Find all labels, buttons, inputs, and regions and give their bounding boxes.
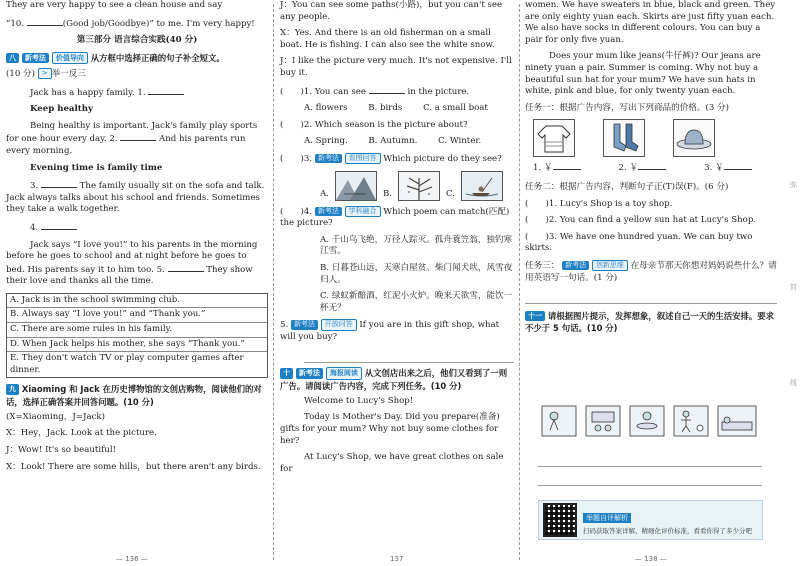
option-e: E. They don't watch TV or play computer games after dinner.: [10, 353, 244, 375]
tf-item[interactable]: ( )2. You can find a yellow sun hat at Lucy's Shop.: [525, 215, 757, 226]
poem-option-b[interactable]: B. 日暮苍山远，天寒白屋贫。柴门闻犬吠，风雪夜归人。: [320, 262, 513, 285]
qr-code-icon[interactable]: [543, 503, 577, 537]
poem-option-a[interactable]: A. 千山鸟飞绝，万径人踪灭。孤舟蓑笠翁，独钓寒江雪。: [320, 234, 513, 257]
part-title: 第三部分 语言综合实践(40 分): [76, 35, 198, 46]
open-question-badge: 开放问答: [321, 319, 357, 330]
picture-c[interactable]: [461, 171, 503, 201]
section-number: 八: [6, 53, 19, 63]
daily-routine-illustrations: [540, 400, 760, 440]
task-2: 任务二：根据广告内容，判断句子正(T)误(F)。(6 分): [525, 181, 729, 192]
dialogue-line: J：Wow! It's so beautiful!: [6, 445, 117, 455]
option-label: A.: [320, 188, 329, 199]
passage-line: 3. The family usually sit on the sofa and talk. Jack always talks about his school and friends. Sometimes they take a walk together.: [6, 181, 265, 215]
question-5: 5. 新考法 开放问答 If you are in this gift shop, what will you buy?: [280, 320, 500, 342]
answer-blank[interactable]: [27, 17, 63, 26]
question-2-options: [304, 136, 514, 148]
price-blanks: [533, 161, 777, 180]
new-method-badge: 新考法: [315, 207, 342, 216]
price-label-2: 2. ￥: [619, 161, 667, 175]
writing-line[interactable]: [538, 452, 762, 467]
ad-paragraph: Does your mum like jeans(牛仔裤)? Our jeans are ninety yuan a pair. Summer is coming. Why not buy a beautiful sun hat for your mum? We have sun hats in white, pink and blue, for only twenty yuan each.: [525, 51, 761, 97]
question-1-options: [304, 103, 514, 115]
answer-blank-5[interactable]: [168, 263, 204, 272]
option[interactable]: B. Autumn.: [368, 136, 418, 147]
picture-badge: 看图回答: [345, 153, 381, 164]
price-blank[interactable]: [553, 161, 581, 170]
dialogue-line: J：You can see some paths(小路)，but you can't see any people.: [280, 0, 503, 22]
column-divider: [519, 4, 520, 560]
option-c: C. There are some rules in his family.: [7, 323, 267, 338]
price-label-3: 3. ￥: [704, 161, 752, 175]
section-9-heading: 九 Xiaoming 和 Jack 在历史博物馆的文创店购物，阅读他们的对话，选择正确答案并回答问题。(10 分): [6, 384, 262, 407]
poem-option-c[interactable]: C. 绿蚁新醅酒，红泥小火炉。晚来天欲雪，能饮一杯无？: [320, 291, 513, 313]
option-b: B. Always say “I love you!” and “Thank you.”: [7, 308, 267, 323]
sweater-image: [533, 119, 575, 157]
qr-subtitle: 扫码获取答案详解、精细化评价标准，看看你得了多少分吧: [583, 527, 752, 535]
tag-badge: >: [38, 68, 52, 79]
section-10-heading: 十 新考法 海报阅读 从文创店出来之后，他们又看到了一则广告。请阅读广告内容，完成下列任务。(10 分): [280, 368, 508, 391]
answer-line[interactable]: [304, 348, 514, 363]
page-136: [6, 0, 268, 566]
price-label-1: 1. ￥: [533, 161, 581, 175]
seal-line-mark: 封: [790, 283, 797, 291]
option[interactable]: A. flowers: [304, 103, 348, 114]
option[interactable]: C. a small boat: [423, 103, 488, 114]
answer-blank-3[interactable]: [41, 179, 77, 188]
passage-line: Jack has a happy family. 1.: [6, 86, 268, 100]
picture-options: [320, 171, 514, 201]
new-method-badge: 新考法: [22, 53, 49, 63]
answer-blank[interactable]: [369, 85, 405, 94]
qr-text: [583, 505, 752, 535]
socks-image: [603, 119, 645, 157]
dialogue-line: X：Look! There are some hills，but there aren't any birds.: [6, 461, 261, 472]
cross-subject-badge: 学科融合: [345, 206, 381, 217]
tf-item[interactable]: ( )3. We have one hundred yuan. We can buy two skirts.: [525, 231, 753, 254]
new-method-badge: 新考法: [315, 154, 342, 163]
column-divider: [273, 4, 274, 560]
dialogue-key: (X=Xiaoming，J=Jack): [6, 411, 105, 422]
sports-scene: [674, 406, 708, 436]
option-label: C.: [446, 188, 456, 199]
question-1: ( )1. You can see in the picture.: [280, 86, 470, 97]
creative-badge: 创新思维: [592, 260, 628, 271]
answer-blank-1[interactable]: [148, 86, 184, 95]
option-label: B.: [382, 188, 393, 199]
score-line: (10 分) > 举一反三: [6, 68, 86, 79]
option-a: A. Jack is in the school swimming club.: [7, 294, 267, 309]
poster-badge: 海报阅读: [326, 367, 362, 379]
page-number: — 136 —: [116, 554, 148, 563]
tf-item[interactable]: ( )1. Lucy's Shop is a toy shop.: [525, 198, 673, 209]
new-method-badge: 新考法: [562, 261, 589, 270]
task-1: 任务一：根据广告内容，写出下列商品的价格。(3 分): [525, 102, 729, 113]
school-scene: [586, 406, 620, 436]
question-3: ( )3. 新考法 看图回答 Which picture do they see?: [280, 153, 502, 164]
option[interactable]: A. Spring.: [304, 136, 348, 147]
option-d: D. When Jack helps his mother, she says “Thank you.”: [7, 338, 267, 353]
page-137: [280, 0, 514, 566]
option[interactable]: C. Winter.: [438, 136, 482, 147]
fisherman-image: [462, 172, 502, 200]
bedtime-scene: [718, 406, 756, 436]
new-method-badge: 新考法: [296, 368, 323, 378]
dialogue-line: X：Hey，Jack. Look at the picture.: [6, 428, 157, 439]
text-line: “10. (Good job/Goodbye)” to me. I'm very happy!: [6, 18, 255, 29]
product-images: [533, 119, 777, 157]
question-2: ( )2. Which season is the picture about?: [280, 119, 468, 130]
text-line: They are very happy to see a clean house and say: [6, 0, 223, 10]
value-orientation-badge: 价值导向: [52, 52, 88, 64]
option[interactable]: B. birds: [368, 103, 403, 114]
passage-line: Being healthy is important. Jack's family play sports for one hour every day. 2. And his parents run every morning.: [6, 120, 258, 156]
answer-line[interactable]: [525, 289, 777, 304]
new-method-badge: 新考法: [291, 320, 318, 329]
section-11-heading: 十一 请根据图片提示，发挥想象，叙述自己一天的生活安排。要求不少于 5 句话。(10 分): [525, 311, 775, 334]
landscape-image: [336, 172, 376, 200]
ad-paragraph: Today is Mother's Day. Did you prepare(准备) gifts for your mum? Why not buy some clothes for her?: [280, 412, 500, 446]
answer-blank-2[interactable]: [120, 132, 156, 141]
morning-scene: [542, 406, 576, 436]
section-number: 九: [6, 384, 19, 394]
section-number: 十: [280, 368, 293, 378]
section-number: 十一: [525, 311, 545, 321]
task-3: 任务三： 新考法 创新思维 在母亲节那天你想对妈妈说些什么？请用英语写一句话。(1 分): [525, 260, 777, 283]
section-8-heading: 八 新考法 价值导向 从方框中选择正确的句子补全短文。: [6, 52, 268, 64]
ad-title: Welcome to Lucy's Shop!: [304, 395, 414, 406]
page-number: 137: [390, 554, 404, 563]
qr-card[interactable]: [538, 500, 763, 540]
ad-paragraph: women. We have sweaters in blue, black and green. They are only eighty yuan each. Skirts are just fifty yuan each. We also have socks in different colours. You can buy a pair for only five yuan.: [525, 0, 776, 45]
dialogue-line: X：Yes. And there is an old fisherman on a small boat. He is fishing. I can also see the white snow.: [280, 28, 495, 50]
passage-heading: Evening time is family time: [30, 162, 163, 173]
lunch-scene: [630, 406, 664, 436]
dialogue-line: J：I like the picture very much. It's not expensive. I'll buy it.: [280, 56, 512, 78]
writing-line[interactable]: [538, 471, 762, 486]
seal-line-mark: 线: [790, 379, 797, 387]
ad-paragraph: At Lucy's Shop, we have great clothes on sale for: [280, 452, 504, 474]
options-box: [6, 293, 268, 379]
writing-area[interactable]: [538, 452, 762, 490]
page-number: — 138 —: [635, 554, 667, 563]
passage-line: 4.: [6, 221, 268, 235]
price-blank[interactable]: [638, 161, 666, 170]
passage-line: Jack says “I love you!” to his parents in the morning before he goes to school and at night before he goes to bed. His parents say it to him too. 5. They show their love and thanks all the time.: [6, 239, 258, 287]
price-blank[interactable]: [724, 161, 752, 170]
seal-line-mark: 弥: [790, 181, 797, 189]
answer-blank-4[interactable]: [41, 221, 77, 230]
picture-a[interactable]: [335, 171, 377, 201]
sun-hat-image: [673, 119, 715, 157]
qr-title: 举题自评解析: [583, 513, 631, 523]
picture-b[interactable]: [398, 171, 440, 201]
snowy-tree-image: [399, 172, 439, 200]
question-4: ( )4. 新考法 学科融合 Which poem can match(匹配) the picture?: [280, 206, 510, 229]
passage-heading: Keep healthy: [30, 104, 93, 115]
